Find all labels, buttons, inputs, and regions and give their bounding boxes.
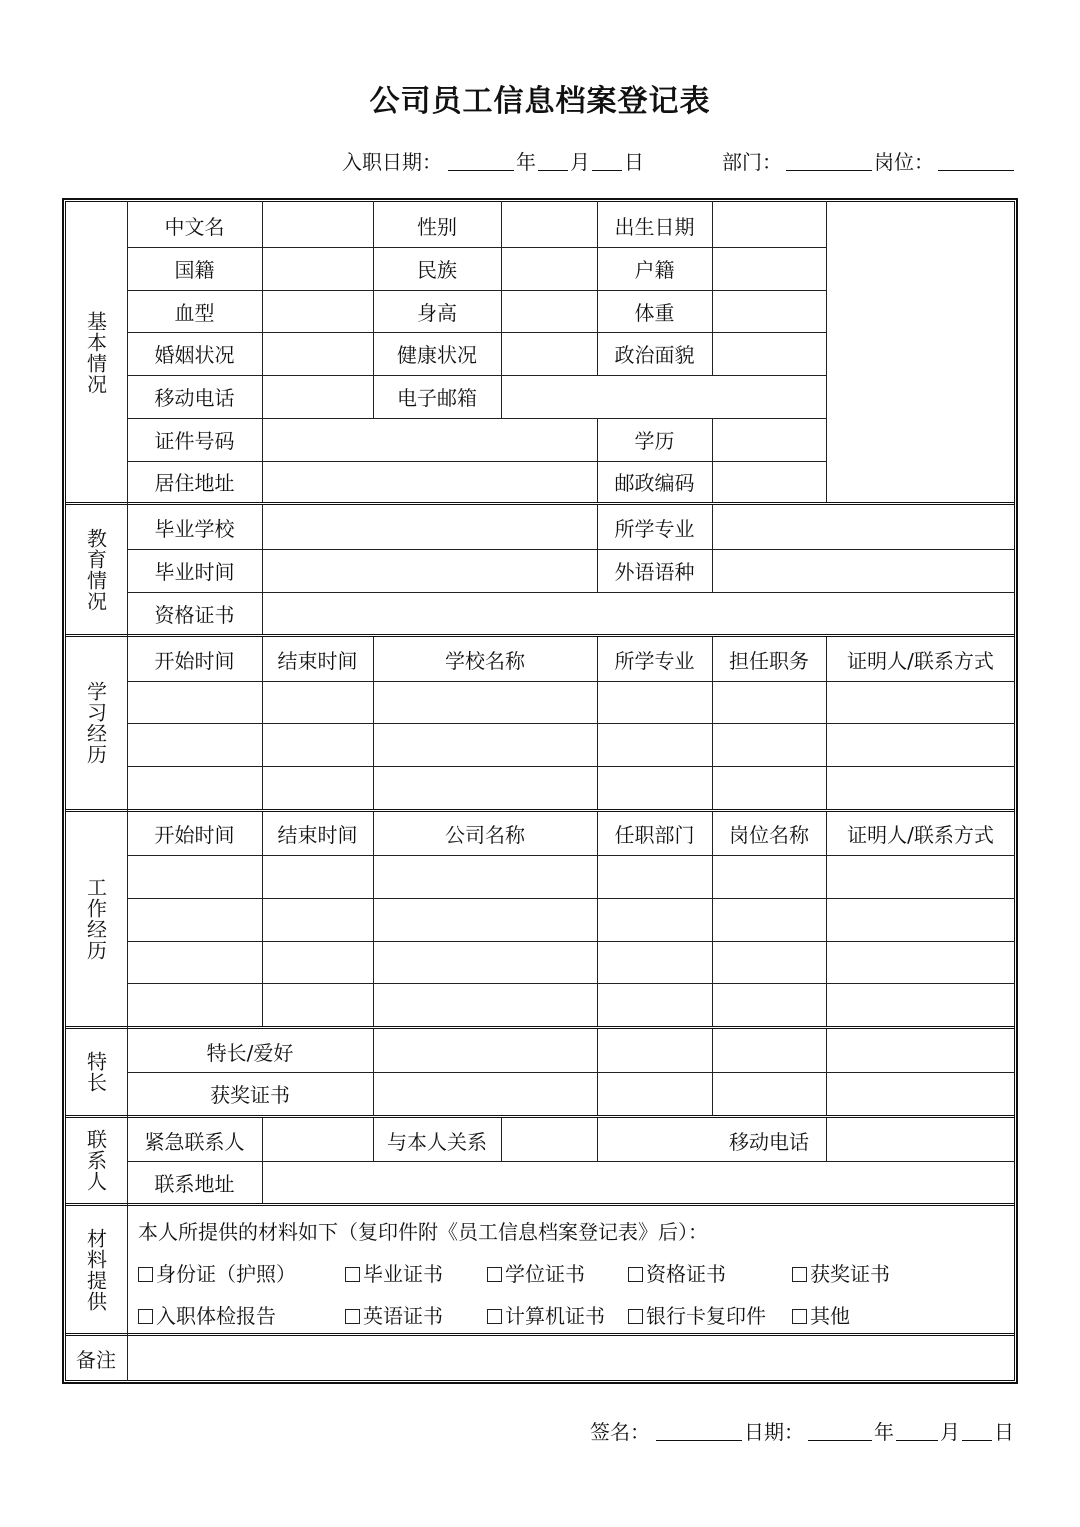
checkbox-icon[interactable] [138,1309,153,1324]
input-weight[interactable] [712,290,826,332]
section-divider [65,1203,1015,1206]
material-option[interactable]: 计算机证书 [487,1300,605,1329]
label-household: 户籍 [634,258,675,282]
input-household[interactable] [712,247,826,290]
sign-label: 签名： [590,1420,650,1444]
input-remarks[interactable] [127,1336,1015,1381]
entry-day-field[interactable] [592,170,622,171]
label-emergency-contact: 紧急联系人 [144,1129,245,1154]
photo-area[interactable] [826,204,1015,502]
label-contact-mobile: 移动电话 [729,1129,809,1154]
entry-date-label: 入职日期： [342,150,442,174]
input-email[interactable] [501,375,826,418]
label-hobby: 特长/爱好 [206,1040,294,1065]
section-contact: 联系人 [83,1129,108,1192]
label-marital: 婚姻状况 [154,343,235,367]
label-political: 政治面貌 [614,343,695,367]
input-birth-date[interactable] [712,204,826,247]
work-col-start: 开始时间 [154,823,235,847]
label-gender: 性别 [417,215,457,239]
input-ethnicity[interactable] [501,247,597,290]
sign-day-field[interactable] [962,1440,992,1441]
input-major[interactable] [712,506,1015,549]
study-col-major: 所学专业 [614,649,695,673]
checkbox-icon[interactable] [138,1267,153,1282]
checkbox-icon[interactable] [628,1267,643,1282]
input-foreign-lang[interactable] [712,549,1015,592]
input-nationality[interactable] [262,247,373,290]
input-political[interactable] [712,332,826,375]
signature-footer [0,1408,1080,1448]
input-relation[interactable] [501,1119,726,1161]
section-work: 工作经历 [83,877,108,961]
work-col-end: 结束时间 [277,823,358,847]
header-meta [0,140,1080,176]
input-chinese-name[interactable] [262,204,373,247]
label-nationality: 国籍 [174,258,215,282]
section-divider [65,1026,1015,1029]
checkbox-icon[interactable] [628,1309,643,1324]
work-col-company: 公司名称 [445,823,525,847]
page-title: 公司员工信息档案登记表 [369,84,711,119]
label-remarks: 备注 [76,1348,116,1372]
work-col-reference: 证明人/联系方式 [847,823,994,847]
section-divider [65,634,1015,637]
label-foreign-lang: 外语语种 [614,560,695,584]
input-emergency-contact[interactable] [262,1119,373,1161]
label-ethnicity: 民族 [417,258,457,282]
entry-month-field[interactable] [538,170,568,171]
label-chinese-name: 中文名 [164,215,225,239]
label-awards: 获奖证书 [210,1083,290,1107]
input-health[interactable] [501,332,597,375]
checkbox-icon[interactable] [792,1267,807,1282]
dept-label: 部门： [722,150,782,174]
sign-field[interactable] [656,1440,742,1441]
input-education-level[interactable] [712,418,826,461]
label-mobile: 移动电话 [154,386,235,410]
section-divider [65,1115,1015,1118]
input-contact-address[interactable] [262,1161,1015,1203]
material-option[interactable]: 其他 [792,1300,850,1329]
checkbox-icon[interactable] [487,1267,502,1282]
work-col-position: 岗位名称 [729,823,809,847]
work-col-dept: 任职部门 [614,823,695,847]
sign-day-unit: 日 [994,1420,1014,1444]
input-awards[interactable] [373,1072,1015,1115]
work-row[interactable] [127,941,1015,983]
input-marital[interactable] [262,332,373,375]
input-graduate-time[interactable] [262,549,597,592]
input-gender[interactable] [501,204,597,247]
input-hobby[interactable] [373,1030,1015,1072]
input-qualification[interactable] [262,592,1015,634]
input-height[interactable] [501,290,597,332]
label-postcode: 邮政编码 [614,471,695,495]
input-graduate-school[interactable] [262,506,597,549]
label-health: 健康状况 [397,343,477,367]
input-mobile[interactable] [262,375,373,418]
sign-month-field[interactable] [896,1440,938,1441]
label-id-number: 证件号码 [154,429,235,453]
section-materials: 材料提供 [83,1227,108,1312]
material-option[interactable]: 学位证书 [487,1258,585,1287]
section-study: 学习经历 [83,681,108,765]
material-option[interactable]: 银行卡复印件 [628,1300,766,1329]
label-blood-type: 血型 [174,300,215,325]
study-col-start: 开始时间 [154,649,235,673]
study-col-reference: 证明人/联系方式 [847,649,994,673]
label-email: 电子邮箱 [397,386,477,410]
checkbox-icon[interactable] [345,1267,360,1282]
checkbox-icon[interactable] [792,1309,807,1324]
section-skills: 特长 [83,1051,108,1093]
material-option[interactable]: 获奖证书 [792,1258,890,1287]
date-label: 日期： [744,1420,804,1444]
label-weight: 体重 [634,300,675,325]
section-education: 教育情况 [83,527,108,612]
study-col-role: 担任职务 [729,649,809,673]
material-option[interactable]: 入职体检报告 [138,1300,276,1329]
sign-year-unit: 年 [874,1420,894,1444]
study-col-end: 结束时间 [277,649,358,673]
entry-year-field[interactable] [448,170,514,171]
study-row[interactable] [127,681,1015,723]
input-contact-mobile[interactable] [826,1119,1015,1161]
checkbox-icon[interactable] [345,1309,360,1324]
study-row[interactable] [127,766,1015,809]
sign-year-field[interactable] [808,1440,872,1441]
input-postcode[interactable] [712,461,826,502]
sign-month-unit: 月 [940,1420,960,1444]
label-major: 所学专业 [614,517,695,541]
label-birth-date: 出生日期 [614,215,695,239]
entry-month-unit: 月 [570,150,590,174]
work-row[interactable] [127,855,1015,898]
label-height: 身高 [417,300,457,325]
material-option[interactable]: 身份证（护照） [138,1258,296,1287]
study-row[interactable] [127,723,1015,766]
work-row[interactable] [127,983,1015,1026]
label-contact-address: 联系地址 [154,1171,235,1196]
position-label: 岗位： [874,150,934,174]
entry-year-unit: 年 [516,150,536,174]
entry-day-unit: 日 [624,150,644,174]
checkbox-icon[interactable] [487,1309,502,1324]
dept-field[interactable] [786,170,872,171]
input-address[interactable] [262,461,597,502]
label-graduate-time: 毕业时间 [154,560,235,584]
section-basic: 基本情况 [83,310,108,395]
input-blood-type[interactable] [262,290,373,332]
label-graduate-school: 毕业学校 [154,517,235,541]
position-field[interactable] [938,170,1014,171]
material-option[interactable]: 资格证书 [628,1258,726,1287]
input-id-number[interactable] [262,418,597,461]
work-row[interactable] [127,898,1015,941]
label-qualification: 资格证书 [154,602,235,627]
label-relation: 与本人关系 [387,1129,487,1154]
study-col-school: 学校名称 [445,649,525,673]
materials-intro: 本人所提供的材料如下（复印件附《员工信息档案登记表》后）： [138,1220,708,1244]
label-address: 居住地址 [154,471,235,495]
material-option[interactable]: 英语证书 [345,1300,443,1329]
material-option[interactable]: 毕业证书 [345,1258,443,1287]
label-education-level: 学历 [634,429,675,453]
section-divider [65,502,1015,505]
